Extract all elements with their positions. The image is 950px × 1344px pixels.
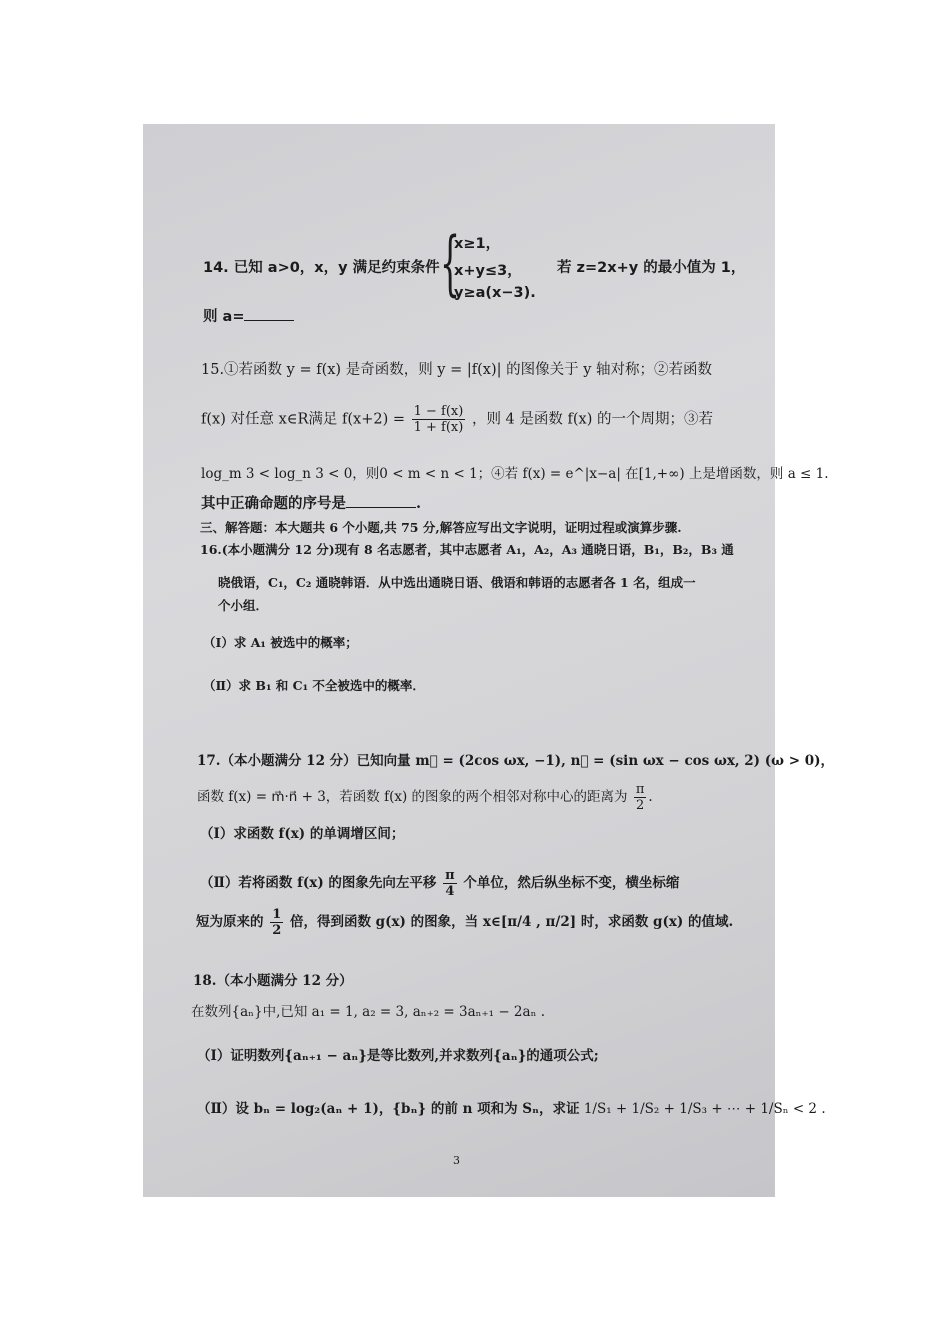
q14-answer-line xyxy=(203,308,294,326)
q17-part3-d: ] 时，求函数 g(x) 的值域. xyxy=(569,914,734,930)
q17-part2 xyxy=(200,868,679,899)
page-number: 3 xyxy=(453,1154,460,1167)
q14-brace: { xyxy=(440,222,461,304)
q16-line1: 16.(本小题满分 12 分)现有 8 名志愿者，其中志愿者 A₁，A₂，A₃ 通晓日语，B₁，B₂，B₃ 通 xyxy=(200,542,734,557)
q14-answer-blank xyxy=(244,320,294,321)
q15-answer-blank xyxy=(346,507,416,508)
q17-fraction-1-num: π xyxy=(635,782,645,797)
q16-line2: 晓俄语，C₁，C₂ 通晓韩语．从中选出通晓日语、俄语和韩语的志愿者各 1 名，组成一 xyxy=(218,575,696,590)
section-3-header: 三、解答题：本大题共 6 个小题,共 75 分,解答应写出文字说明，证明过程或演算步骤. xyxy=(200,520,682,535)
q15-line2-b: ，则 4 是函数 f(x) 的一个周期；③若 xyxy=(471,411,713,428)
q15-line4: 其中正确命题的序号是 xyxy=(201,495,346,512)
q16-part2: （Ⅱ）求 B₁ 和 C₁ 不全被选中的概率． xyxy=(203,678,425,693)
q17-line2-a: 函数 f(x) = m⃗·n⃗ + 3，若函数 f(x) 的图象的两个相邻对称中心的距离为 xyxy=(197,789,628,805)
q17-fraction-3-num: 1 xyxy=(272,907,282,922)
q17-part2-a: （Ⅱ）若将函数 f(x) 的图象先向左平移 xyxy=(200,875,437,891)
q15-line2 xyxy=(201,404,713,435)
q17-fraction-2-den: 4 xyxy=(445,884,455,899)
q18-part2 xyxy=(197,1100,826,1118)
q17-line2: 函数 f(x) = m⃗·n⃗ + 3，若函数 f(x) 的图象的两个相邻对称中心的距离为 $\frac{\pi}{2}$ . xyxy=(197,782,653,813)
q17-part3-a: 短为原来的 xyxy=(196,914,264,930)
q15-line1: 15.①若函数 y = f(x) 是奇函数，则 y = |f(x)| 的图像关于 y 轴对称；②若函数 xyxy=(201,362,713,378)
q15-fraction-num: 1 − f(x) xyxy=(413,404,464,419)
q17-fraction-2 xyxy=(443,868,457,899)
q17-fraction-2-num: π xyxy=(445,868,455,883)
q15-fraction xyxy=(412,404,466,435)
q14-suffix: 若 z=2x+y 的最小值为 1， xyxy=(557,260,746,276)
q17-fraction-1 xyxy=(634,782,647,813)
q17-part3-interval: π/4 , π/2 xyxy=(507,914,570,930)
q14-line2: 则 a= xyxy=(203,309,245,325)
q15-line2-a: f(x) 对任意 x∈R满足 f(x+2) = xyxy=(201,411,406,428)
q17-part3-b: 倍，得到函数 g(x) 的图象，当 x∈[ xyxy=(289,914,508,930)
q18-part2-a: （Ⅱ）设 bₙ = log₂(aₙ + 1)，{bₙ} 的前 n 项和为 Sₙ，求证 xyxy=(197,1101,580,1117)
q14-constraint-3: y≥a(x−3). xyxy=(454,285,536,301)
q14-prefix: 14. 已知 a>0，x，y 满足约束条件 xyxy=(203,260,440,276)
q17-part2-cont xyxy=(196,907,733,938)
q15-answer-line: 其中正确命题的序号是 . xyxy=(201,495,422,512)
q17-line1: 17.（本小题满分 12 分）已知向量 m⃗ = (2cos ωx, −1), n⃗ = (sin ωx − cos ωx, 2) (ω > 0)， xyxy=(197,753,834,769)
q14-constraint-2: x+y≤3， xyxy=(454,263,522,279)
q18-line1: 在数列{aₙ}中,已知 a₁ = 1, a₂ = 3, aₙ₊₂ = 3aₙ₊₁ − 2aₙ . xyxy=(191,1004,545,1020)
q17-fraction-1-den: 2 xyxy=(635,798,645,813)
q18-part2-sum: 1/S₁ + 1/S₂ + 1/S₃ + ⋯ + 1/Sₙ < 2 . xyxy=(583,1101,826,1117)
q14-constraint-1: x≥1， xyxy=(454,236,501,252)
q15-line3: log_m 3 < log_n 3 < 0，则0 < m < n < 1；④若 f(x) = e^|x−a| 在[1,+∞) 上是增函数，则 a ≤ 1. xyxy=(201,466,829,482)
q17-part1: （Ⅰ）求函数 f(x) 的单调增区间； xyxy=(200,826,405,842)
q18-title: 18.（本小题满分 12 分） xyxy=(193,973,353,989)
q18-part1: （Ⅰ）证明数列{aₙ₊₁ − aₙ}是等比数列,并求数列{aₙ}的通项公式; xyxy=(197,1048,599,1064)
q15-fraction-den: 1 + f(x) xyxy=(413,420,464,435)
q16-part1: （Ⅰ）求 A₁ 被选中的概率； xyxy=(203,635,358,650)
q17-fraction-3-den: 2 xyxy=(272,923,282,938)
q17-fraction-3 xyxy=(270,907,283,938)
q17-part2-b: 个单位，然后纵坐标不变，横坐标缩 xyxy=(463,875,680,891)
q16-line3: 个小组． xyxy=(218,598,269,613)
